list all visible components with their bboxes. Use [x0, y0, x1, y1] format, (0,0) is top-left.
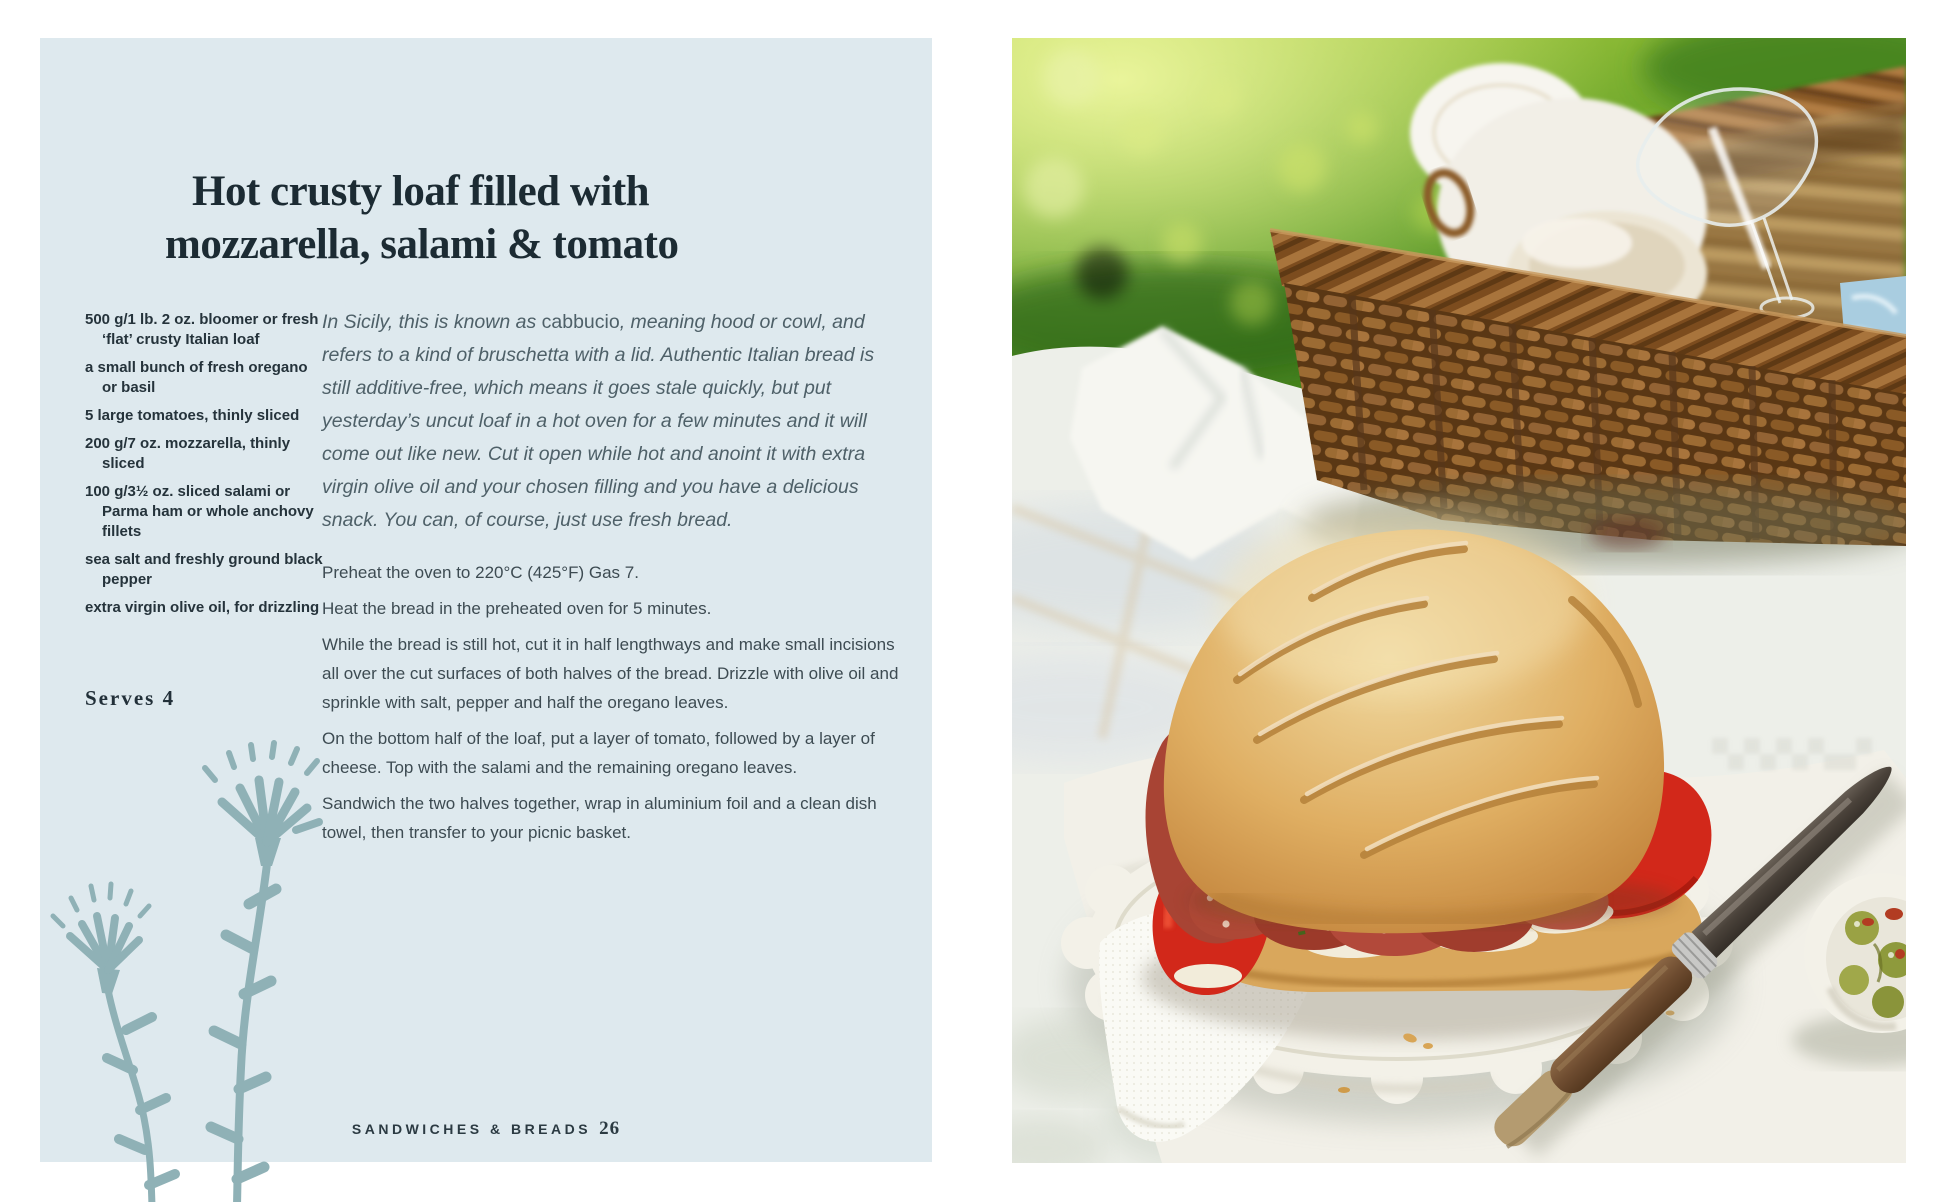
method-step: Heat the bread in the preheated oven for 5 minutes.	[322, 599, 712, 618]
section-label: SANDWICHES & BREADS	[351, 1121, 592, 1137]
ingredients-list	[85, 310, 325, 618]
method-step: On the bottom half of the loaf, put a layer of tomato, followed by a layer of cheese. Top with the salami and the remaining oregano leaves.	[322, 729, 875, 777]
page-number: 26	[599, 1118, 621, 1139]
ingredient-item: 5 large tomatoes, thinly sliced	[85, 407, 300, 424]
method-step: While the bread is still hot, cut it in half lengthways and make small incisions all over the cut surfaces of both halves of the bread. Drizzle with olive oil and sprinkle with salt, pepper and half the oregano leaves.	[322, 635, 899, 712]
ingredient-item: extra virgin olive oil, for drizzling	[85, 599, 320, 616]
picnic-photo	[1012, 38, 1906, 1163]
recipe-title-line1: Hot crusty loaf filled with	[192, 168, 650, 215]
method-step: Sandwich the two halves together, wrap in aluminium foil and a clean dish towel, then transfer to your picnic basket.	[322, 794, 877, 842]
ingredient-item: a small bunch of fresh oregano or basil	[85, 359, 308, 396]
recipe-title	[165, 165, 679, 271]
intro-text-pre: In Sicily, this is known as	[322, 311, 542, 333]
ingredient-item: 500 g/1 lb. 2 oz. bloomer or fresh ‘flat’ crusty Italian loaf	[85, 311, 319, 348]
flower-small	[53, 884, 175, 1202]
method-steps	[322, 558, 900, 854]
recipe-intro	[322, 306, 894, 537]
intro-term: cabbucio	[541, 311, 620, 333]
ingredient-item: 100 g/3½ oz. sliced salami or Parma ham or whole anchovy fillets	[85, 483, 314, 540]
ingredient-item: sea salt and freshly ground black pepper	[85, 551, 323, 588]
flower-tall	[205, 743, 319, 1202]
method-step: Preheat the oven to 220°C (425°F) Gas 7.	[322, 563, 639, 582]
intro-text-post: , meaning hood or cowl, and refers to a kind of bruschetta with a lid. Authentic Italian bread is still additive-free, which means it goes stale quickly, but put yesterday’s uncut loaf in a hot oven for a few minutes and it will come out like new. Cut it open while hot and anoint it with extra virgin olive oil and your chosen filling and you have a delicious snack. You can, of course, just use fresh bread.	[322, 311, 875, 531]
flower-illustration	[48, 738, 368, 1202]
picnic-photo-art	[1012, 38, 1906, 1163]
recipe-page	[40, 38, 932, 1162]
serves-label: Serves 4	[85, 686, 176, 710]
recipe-title-line2: mozzarella, salami & tomato	[165, 221, 679, 268]
ingredient-item: 200 g/7 oz. mozzarella, thinly sliced	[85, 435, 291, 472]
